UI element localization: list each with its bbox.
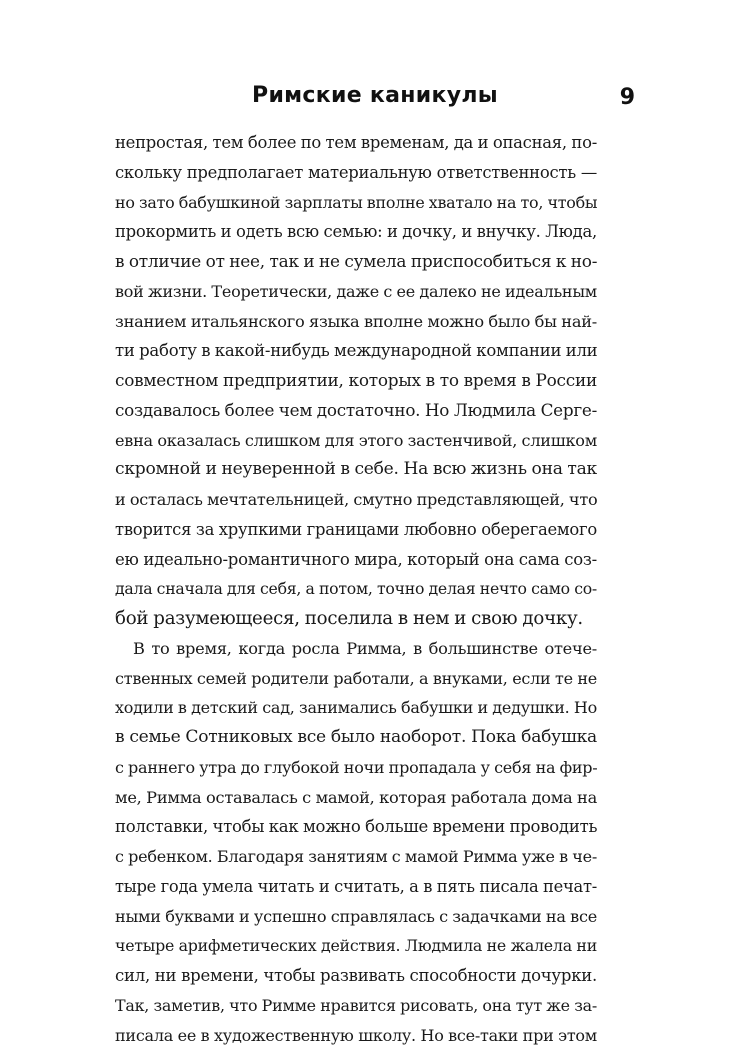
page-number: 9 bbox=[620, 85, 635, 110]
text-line: дала сначала для себя, а потом, точно делая нечто само со- bbox=[115, 574, 597, 604]
text-line: полставки, чтобы как можно больше времени проводить bbox=[115, 812, 597, 842]
text-line: вой жизни. Теоретически, даже с ее далеко не идеальным bbox=[115, 277, 597, 307]
text-line: ти работу в какой-нибудь международной компании или bbox=[115, 336, 597, 366]
body-text bbox=[115, 128, 597, 1050]
text-line: ходили в детский сад, занимались бабушки и дедушки. Но bbox=[115, 693, 597, 723]
text-line: евна оказалась слишком для этого застенчивой, слишком bbox=[115, 426, 597, 456]
running-title: Римские каникулы bbox=[115, 83, 635, 108]
text-line: прокормить и одеть всю семью: и дочку, и внучку. Люда, bbox=[115, 217, 597, 247]
text-line: знанием итальянского языка вполне можно было бы най- bbox=[115, 307, 597, 337]
text-line: ме, Римма оставалась с мамой, которая работала дома на bbox=[115, 783, 597, 813]
paragraph-first-line: В то время, когда росла Римма, в большинстве отече- bbox=[115, 634, 597, 664]
text-line: ственных семей родители работали, а внуками, если те не bbox=[115, 664, 597, 694]
text-line: с ребенком. Благодаря занятиям с мамой Римма уже в че- bbox=[115, 842, 597, 872]
text-line: с раннего утра до глубокой ночи пропадала у себя на фир- bbox=[115, 753, 597, 783]
text-line: скромной и неуверенной в себе. На всю жизнь она так bbox=[115, 455, 597, 485]
running-head bbox=[115, 83, 635, 115]
text-line: ными буквами и успешно справлялась с задачками на все bbox=[115, 902, 597, 932]
text-line: ею идеально-романтичного мира, который она сама соз- bbox=[115, 545, 597, 575]
text-line: но зато бабушкиной зарплаты вполне хватало на то, чтобы bbox=[115, 188, 597, 218]
text-line: создавалось более чем достаточно. Но Людмила Серге- bbox=[115, 396, 597, 426]
text-line: тыре года умела читать и считать, а в пять писала печат- bbox=[115, 872, 597, 902]
text-line: скольку предполагает материальную ответственность — bbox=[115, 158, 597, 188]
paragraph-end-line: бой разумеющееся, поселила в нем и свою дочку. bbox=[115, 604, 597, 634]
text-line: в семье Сотниковых все было наоборот. Пока бабушка bbox=[115, 723, 597, 753]
text-line: сил, ни времени, чтобы развивать способности дочурки. bbox=[115, 961, 597, 991]
text-line: в отличие от нее, так и не сумела приспособиться к но- bbox=[115, 247, 597, 277]
text-line: совместном предприятии, которых в то время в России bbox=[115, 366, 597, 396]
text-line: писала ее в художественную школу. Но все-таки при этом bbox=[115, 1021, 597, 1050]
text-line: непростая, тем более по тем временам, да и опасная, по- bbox=[115, 128, 597, 158]
text-line: четыре арифметических действия. Людмила не жалела ни bbox=[115, 931, 597, 961]
text-line: творится за хрупкими границами любовно оберегаемого bbox=[115, 515, 597, 545]
text-line: и осталась мечтательницей, смутно представляющей, что bbox=[115, 485, 597, 515]
text-line: Так, заметив, что Римме нравится рисовать, она тут же за- bbox=[115, 991, 597, 1021]
